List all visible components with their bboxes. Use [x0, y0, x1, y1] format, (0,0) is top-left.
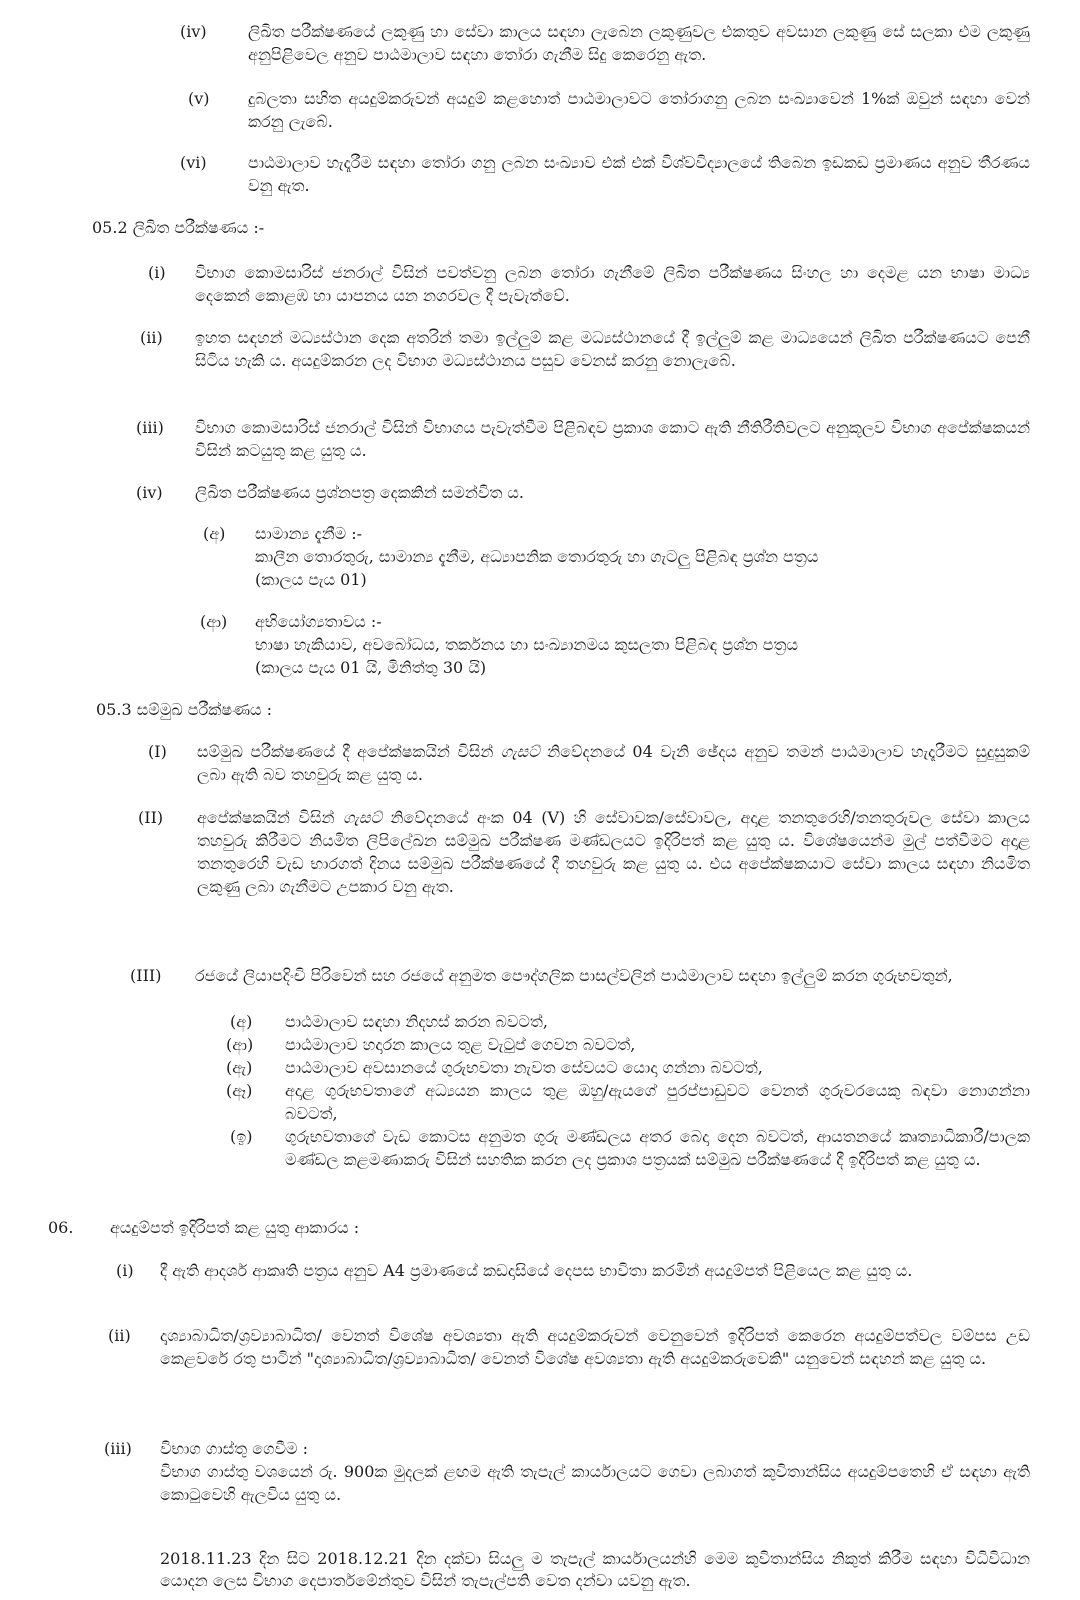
item-label: (II): [138, 808, 164, 827]
subitem-label: (ඉ): [230, 1127, 253, 1146]
section-heading-05-2: 05.2 ලිඛිත පරීක්ෂණය :-: [92, 218, 265, 237]
italic-word: ගැසට්: [342, 808, 382, 827]
item-label: (i): [148, 263, 166, 282]
receipt-note: 2018.11.23 දින සිට 2018.12.21 දින දක්වා සියලු ම තැපැල් කාර්යාලයන්හි මෙම කුවිතාන්සිය නිකුත් කිරීම සඳහා විධිවිධාන යොදන ලෙස විභාග දෙපාර්තමේන්තුව විසින් තැපැල්පති වෙත දන්වා යවනු ඇත.: [160, 1549, 1030, 1590]
subitem-text: ගුරුභවතාගේ වැඩ කොටස අනුමත ගුරු මණ්ඩලය අතර බෙදා දෙන බවටත්, ආයතනයේ කෘත්‍යාධිකාරී/පාලක මණ්ඩල කළමණාකරු විසින් සහතික කරන ලද ප්‍රකාශ පත්‍රයක් සම්මුඛ පරීක්ෂණයේ දී ඉදිරිපත් කළ යුතු ය.: [285, 1127, 1030, 1169]
paper-title: අභියෝග්‍යතාවය :-: [255, 612, 382, 631]
subitem-label: (ආ): [226, 1035, 254, 1054]
subitem-text: පාඨමාලාව සඳහා නිදහස් කරන බවටත්,: [285, 1012, 548, 1031]
paper-description: භාෂා හැකියාව, අවබෝධය, තර්කනය හා සංඛ්‍යානමය කුසලතා පිළිබඳ ප්‍රශ්න පත්‍රය: [255, 635, 798, 654]
section-heading-06: අයදුම්පත් ඉදිරිපත් කළ යුතු ආකාරය :: [110, 1218, 360, 1237]
item-label: (iii): [136, 418, 164, 437]
item-label: (i): [116, 1261, 134, 1280]
item-text: විභාග කොමසාරිස් ජනරාල් විසින් පවත්වනු ලබන තෝරා ගැනීමේ ලිඛිත පරීක්ෂණය සිංහල හා දෙමළ යන භාෂා මාධ්‍ය දෙකෙන් කොළඹ හා යාපනය යන නගරවල දී පැවැත්වේ.: [195, 263, 1030, 305]
subitem-text: පාඨමාලාව අවසානයේ ගුරුභවතා නැවත සේවයට යොදා ගන්නා බවටත්,: [285, 1058, 763, 1077]
subitem-label: (ඈ): [226, 1081, 253, 1100]
item-label: (iii): [104, 1439, 132, 1458]
item-text: දී ඇති ආදර්ශ ආකෘති පත්‍රය අනුව A4 ප්‍රමාණයේ කඩදාසියේ දෙපස භාවිතා කරමින් අයදුම්පත් පිළියෙල කළ යුතු ය.: [160, 1261, 913, 1280]
item-text: ලිඛිත පරීක්ෂණය ප්‍රශ්නපත්‍ර දෙකකින් සමන්විත ය.: [195, 483, 525, 502]
text-part: නිවේදනයේ අංක 04 (V) හි සේවාවක/සේවාවල, අදාළ තනතුරෙහි/තනතුරුවල සේවා කාලය තහවුරු කිරීමට නියමිත ලිපිලේඛන සම්මුඛ පරීක්ෂණ මණ්ඩලයට ඉදිරිපත් කළ යුතු ය. විශේෂයෙන්ම මුල් පත්වීමට අදාළ තනතුරෙහි වැඩ භාරගත් දිනය සම්මුඛ පරීක්ෂණයේ දී තහවුරු කළ යුතු ය. එය අපේක්ෂකයාට සේවා කාලය සඳහා නියමිත ලකුණු ලබා ගැනීමට උපකාර වනු ඇත.: [197, 808, 1030, 896]
italic-word: ගැසට්: [500, 742, 540, 761]
text-part: අපේක්ෂකයින් විසින්: [197, 808, 343, 827]
item-label: (III): [130, 966, 162, 985]
item-text: ඉහත සඳහන් මධ්‍යස්ථාන දෙක අතරින් තමා ඉල්ලුම් කළ මධ්‍යස්ථානයේ දී ඉල්ලුම් කළ මාධ්‍යයෙන් ලිඛිත පරීක්ෂණයට පෙනී සිටිය හැකි ය. අයදුම්කරන ලද විභාග මධ්‍යස්ථානය පසුව වෙනස් කරනු නොලැබේ.: [195, 328, 1030, 370]
item-label: (ii): [108, 1326, 131, 1345]
section-number-06: 06.: [48, 1218, 74, 1237]
item-text: රජයේ ලියාපදිංචි පිරිවෙන් සහ රජයේ අනුමත පෞද්ගලික පාසල්වලින් පාඨමාලාව සඳහා ඉල්ලුම් කරන ගුරුභවතුන්,: [195, 966, 953, 985]
paper-label: (ආ): [200, 612, 228, 631]
subitem-text: පාඨමාලාව හදාරන කාලය තුළ වැටුප් ගෙවන බවටත්,: [285, 1035, 636, 1054]
item-label: (iv): [180, 22, 207, 41]
section-heading-05-3: 05.3 සම්මුඛ පරීක්ෂණය :: [96, 700, 273, 719]
item-text: [197, 806, 1030, 898]
item-label: (v): [188, 89, 210, 108]
item-text: දෘශ්‍යාබාධිත/ශ්‍රව්‍යාබාධිත/ වෙනත් විශේෂ අවශ්‍යතා ඇති අයදුම්කරුවන් වෙනුවෙන් ඉදිරිපත් කෙරෙන අයදුම්පත්වල වම්පස උඩ කෙළවරේ රතු පාටින් "දෘශ්‍යාබාධිත/ශ්‍රව්‍යාබාධිත/ වෙනත් විශේෂ අවශ්‍යතා ඇති අයදුම්කරුවෙකි" යනුවෙන් සඳහන් කළ යුතු ය.: [160, 1326, 1030, 1368]
item-label: (vi): [180, 153, 207, 172]
paper-title: සාමාන්‍ය දැනීම :-: [255, 524, 363, 543]
fee-text: විභාග ගාස්තු වශයෙන් රු. 900ක මුදලක් ළඟම ඇති තැපැල් කාර්යාලයට ගෙවා ලබාගත් කුවිතාන්සිය අයදුම්පතෙහි ඒ සඳහා ඇති කොටුවෙහි ඇලවිය යුතු ය.: [160, 1462, 1030, 1504]
paper-duration: (කාලය පැය 01): [255, 570, 367, 589]
fee-title: විභාග ගාස්තු ගෙවීම :: [160, 1439, 308, 1458]
subitem-text: අදාළ ගුරුභවතාගේ අධ්‍යයන කාලය තුළ ඔහු/ඇයගේ පුරප්පාඩුවට වෙනත් ගුරුවරයෙකු බඳවා නොගන්නා බවටත්,: [285, 1081, 1030, 1123]
item-label: (ii): [140, 328, 163, 347]
item-text: විභාග කොමසාරිස් ජනරාල් විසින් විභාගය පැවැත්වීම පිළිබඳව ප්‍රකාශ කොට ඇති නීතිරීතිවලට අනුකූලව විභාග අපේක්ෂකයන් විසින් කටයුතු කළ යුතු ය.: [195, 418, 1030, 460]
paper-label: (අ): [203, 524, 226, 543]
item-label: (iv): [136, 483, 163, 502]
paper-description: කාලීන තොරතුරු, සාමාන්‍ය දැනීම, අධ්‍යාපනික තොරතුරු හා ගැටලු පිළිබඳ ප්‍රශ්න පත්‍රය: [255, 547, 819, 566]
item-text: [197, 740, 1030, 786]
paper-block: [255, 610, 1030, 679]
paper-block: [255, 522, 1030, 591]
text-part: සම්මුඛ පරීක්ෂණයේ දී අපේක්ෂකයින් විසින්: [197, 742, 501, 761]
subitem-label: (ඇ): [226, 1058, 253, 1077]
item-text: දුබලතා සහිත අයදුම්කරුවන් අයදුම් කළහොත් පාඨමාලාවට තෝරාගනු ලබන සංඛ්‍යාවෙන් 1%ක් ඔවුන් සඳහා වෙන් කරනු ලැබේ.: [248, 89, 1030, 131]
text-part: නිවේදනයේ 04 වැනි ඡේදය අනුව තමන් පාඨමාලාව හැදෑරීමට සුදුසුකම් ලබා ඇති බව තහවුරු කළ යුතු ය.: [197, 742, 1030, 784]
subitem-label: (අ): [230, 1012, 253, 1031]
item-text: ලිඛිත පරීක්ෂණයේ ලකුණු හා සේවා කාලය සඳහා ලැබෙන ලකුණුවල එකතුව අවසාන ලකුණු සේ සලකා එම ලකුණු අනුපිළිවෙල අනුව පාඨමාලාව සඳහා තෝරා ගැනීම සිදු කෙරෙනු ඇත.: [248, 22, 1030, 64]
fee-block: [160, 1437, 1030, 1506]
item-text: පාඨමාලාව හැදෑරීම සඳහා තෝරා ගනු ලබන සංඛ්‍යාව එක් එක් විශ්වවිද්‍යාලයේ තිබෙන ඉඩකඩ ප්‍රමාණය අනුව තීරණය වනු ඇත.: [248, 153, 1030, 195]
paper-duration: (කාලය පැය 01 යි, මිනිත්තු 30 යි): [255, 658, 487, 677]
item-label: (I): [148, 742, 167, 761]
